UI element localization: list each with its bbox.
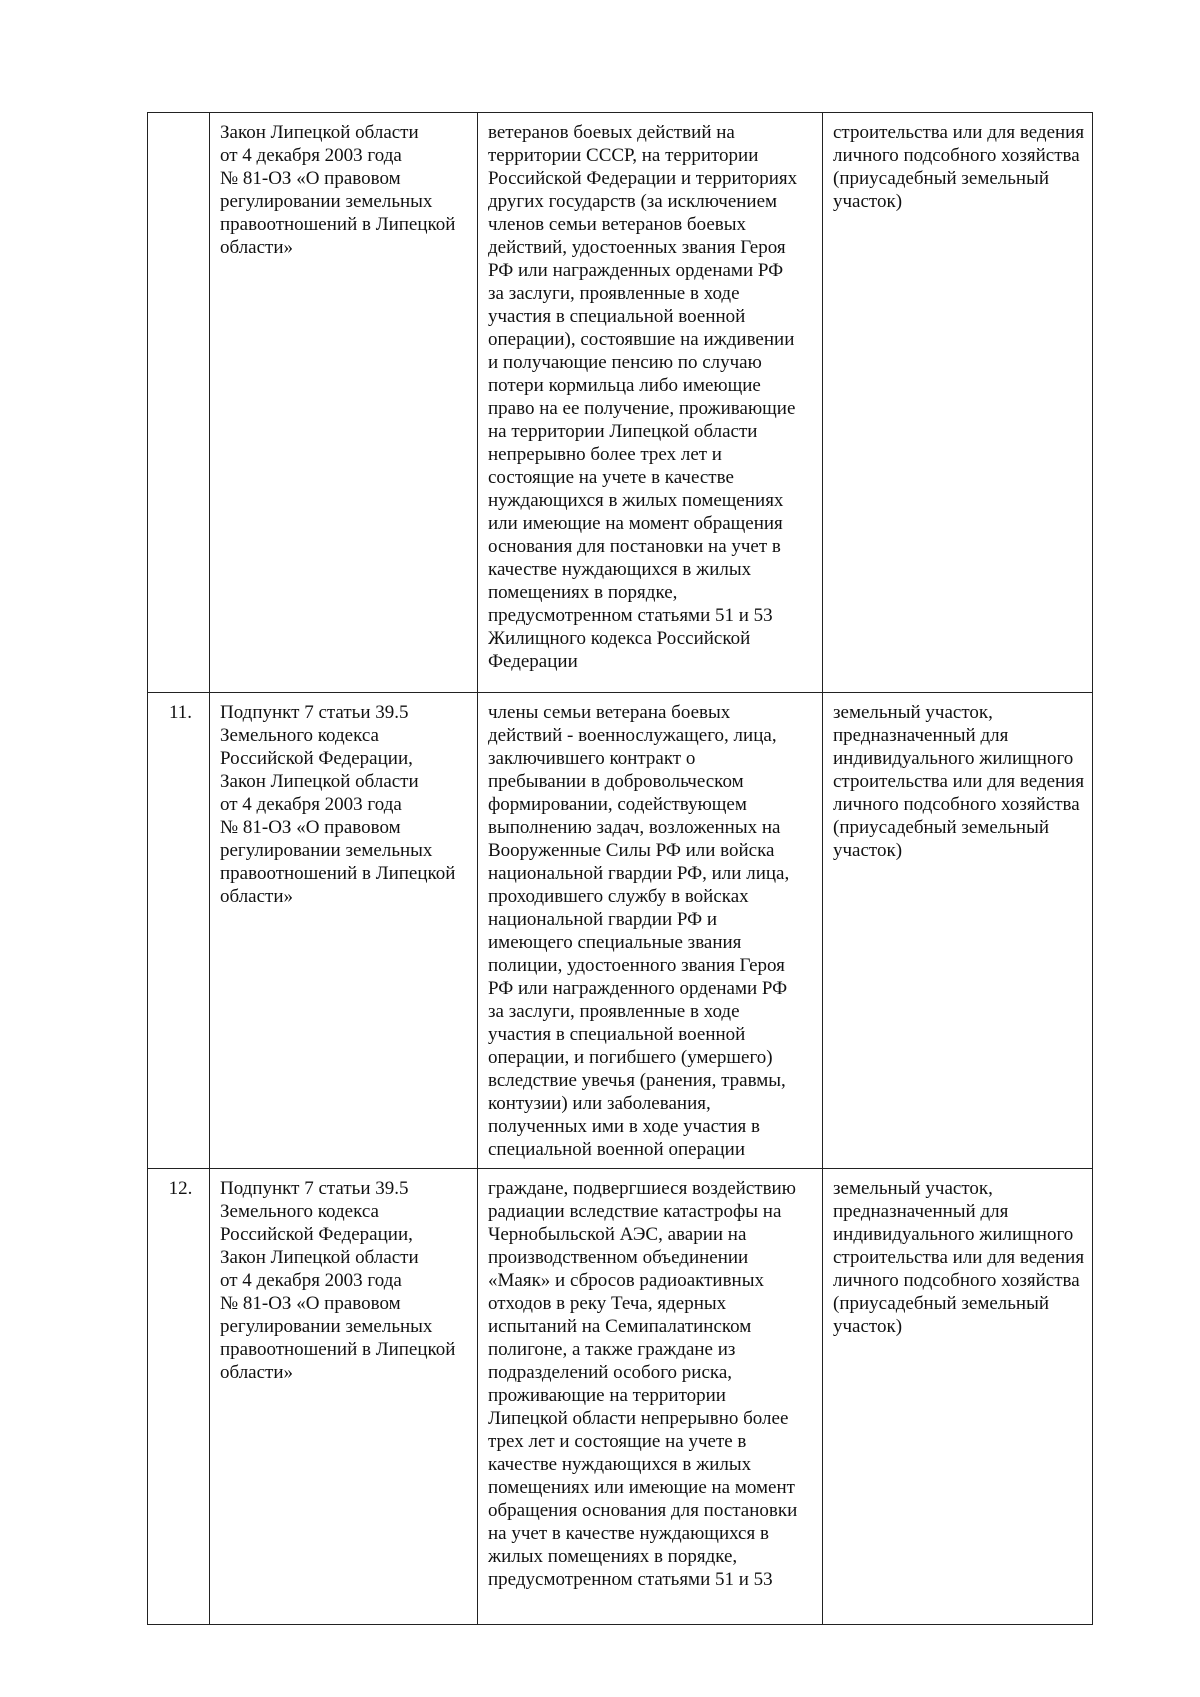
- legal-basis-text: Подпункт 7 статьи 39.5 Земельного кодекса Российской Федерации, Закон Липецкой области от 4 декабря 2003 года № 81-ОЗ «О правовом регулировании земельных правоотношений в Липецкой области»: [220, 1178, 456, 1383]
- recipient-category-text: граждане, подвергшиеся воздействию радиации вследствие катастрофы на Чернобыльской АЭС, аварии на производственном объединении «Маяк» и сбросов радиоактивных отходов в реку Теча, ядерных испытаний на Семипалатинском полигоне, а также граждане из подразделений особого риска, проживающие на территории Липецкой области непрерывно более трех лет и состоящие на учете в качестве нуждающихся в жилых помещениях или имеющие на момент обращения основания для постановки на учет в качестве нуждающихся в жилых помещениях в порядке, предусмотренном статьями 51 и 53: [488, 1178, 798, 1590]
- recipient-category-cell: [478, 693, 823, 1169]
- land-purpose-text: строительства или для ведения личного подсобного хозяйства (приусадебный земельный участок): [833, 122, 1085, 212]
- recipient-category-cell: [478, 1169, 823, 1625]
- land-purpose-cell: [823, 1169, 1093, 1625]
- row-number: 11.: [148, 693, 210, 1169]
- recipient-category-text: члены семьи ветерана боевых действий - военнослужащего, лица, заключившего контракт о пребывании в добровольческом формировании, содействующем выполнению задач, возложенных на Вооруженные Силы РФ или войска национальной гвардии РФ, или лица, проходившего службу в войсках национальной гвардии РФ и имеющего специальные звания полиции, удостоенного звания Героя РФ или награжденного орденами РФ за заслуги, проявленные в ходе участия в специальной военной операции, и погибшего (умершего) вследствие увечья (ранения, травмы, контузии) или заболевания, полученных ими в ходе участия в специальной военной операции: [488, 702, 790, 1160]
- table-row: [148, 1169, 1093, 1625]
- legal-basis-cell: [210, 113, 478, 693]
- recipient-category-cell: [478, 113, 823, 693]
- benefits-table: [147, 112, 1093, 1625]
- land-purpose-cell: [823, 113, 1093, 693]
- legal-basis-text: Закон Липецкой области от 4 декабря 2003 года № 81-ОЗ «О правовом регулировании земельных правоотношений в Липецкой области»: [220, 122, 456, 258]
- legal-basis-cell: [210, 1169, 478, 1625]
- document-page: [147, 112, 1092, 1625]
- table-row: [148, 693, 1093, 1169]
- row-number: [148, 113, 210, 693]
- table-row: [148, 113, 1093, 693]
- legal-basis-text: Подпункт 7 статьи 39.5 Земельного кодекса Российской Федерации, Закон Липецкой области от 4 декабря 2003 года № 81-ОЗ «О правовом регулировании земельных правоотношений в Липецкой области»: [220, 702, 456, 907]
- land-purpose-cell: [823, 693, 1093, 1169]
- row-number: 12.: [148, 1169, 210, 1625]
- land-purpose-text: земельный участок, предназначенный для индивидуального жилищного строительства или для ведения личного подсобного хозяйства (приусадебный земельный участок): [833, 1178, 1085, 1337]
- land-purpose-text: земельный участок, предназначенный для индивидуального жилищного строительства или для ведения личного подсобного хозяйства (приусадебный земельный участок): [833, 702, 1085, 861]
- recipient-category-text: ветеранов боевых действий на территории СССР, на территории Российской Федерации и территориях других государств (за исключением членов семьи ветеранов боевых действий, удостоенных звания Героя РФ или награжденных орденами РФ за заслуги, проявленные в ходе участия в специальной военной операции), состоявшие на иждивении и получающие пенсию по случаю потери кормильца либо имеющие право на ее получение, проживающие на территории Липецкой области непрерывно более трех лет и состоящие на учете в качестве нуждающихся в жилых помещениях или имеющие на момент обращения основания для постановки на учет в качестве нуждающихся в жилых помещениях в порядке, предусмотренном статьями 51 и 53 Жилищного кодекса Российской Федерации: [488, 122, 798, 672]
- legal-basis-cell: [210, 693, 478, 1169]
